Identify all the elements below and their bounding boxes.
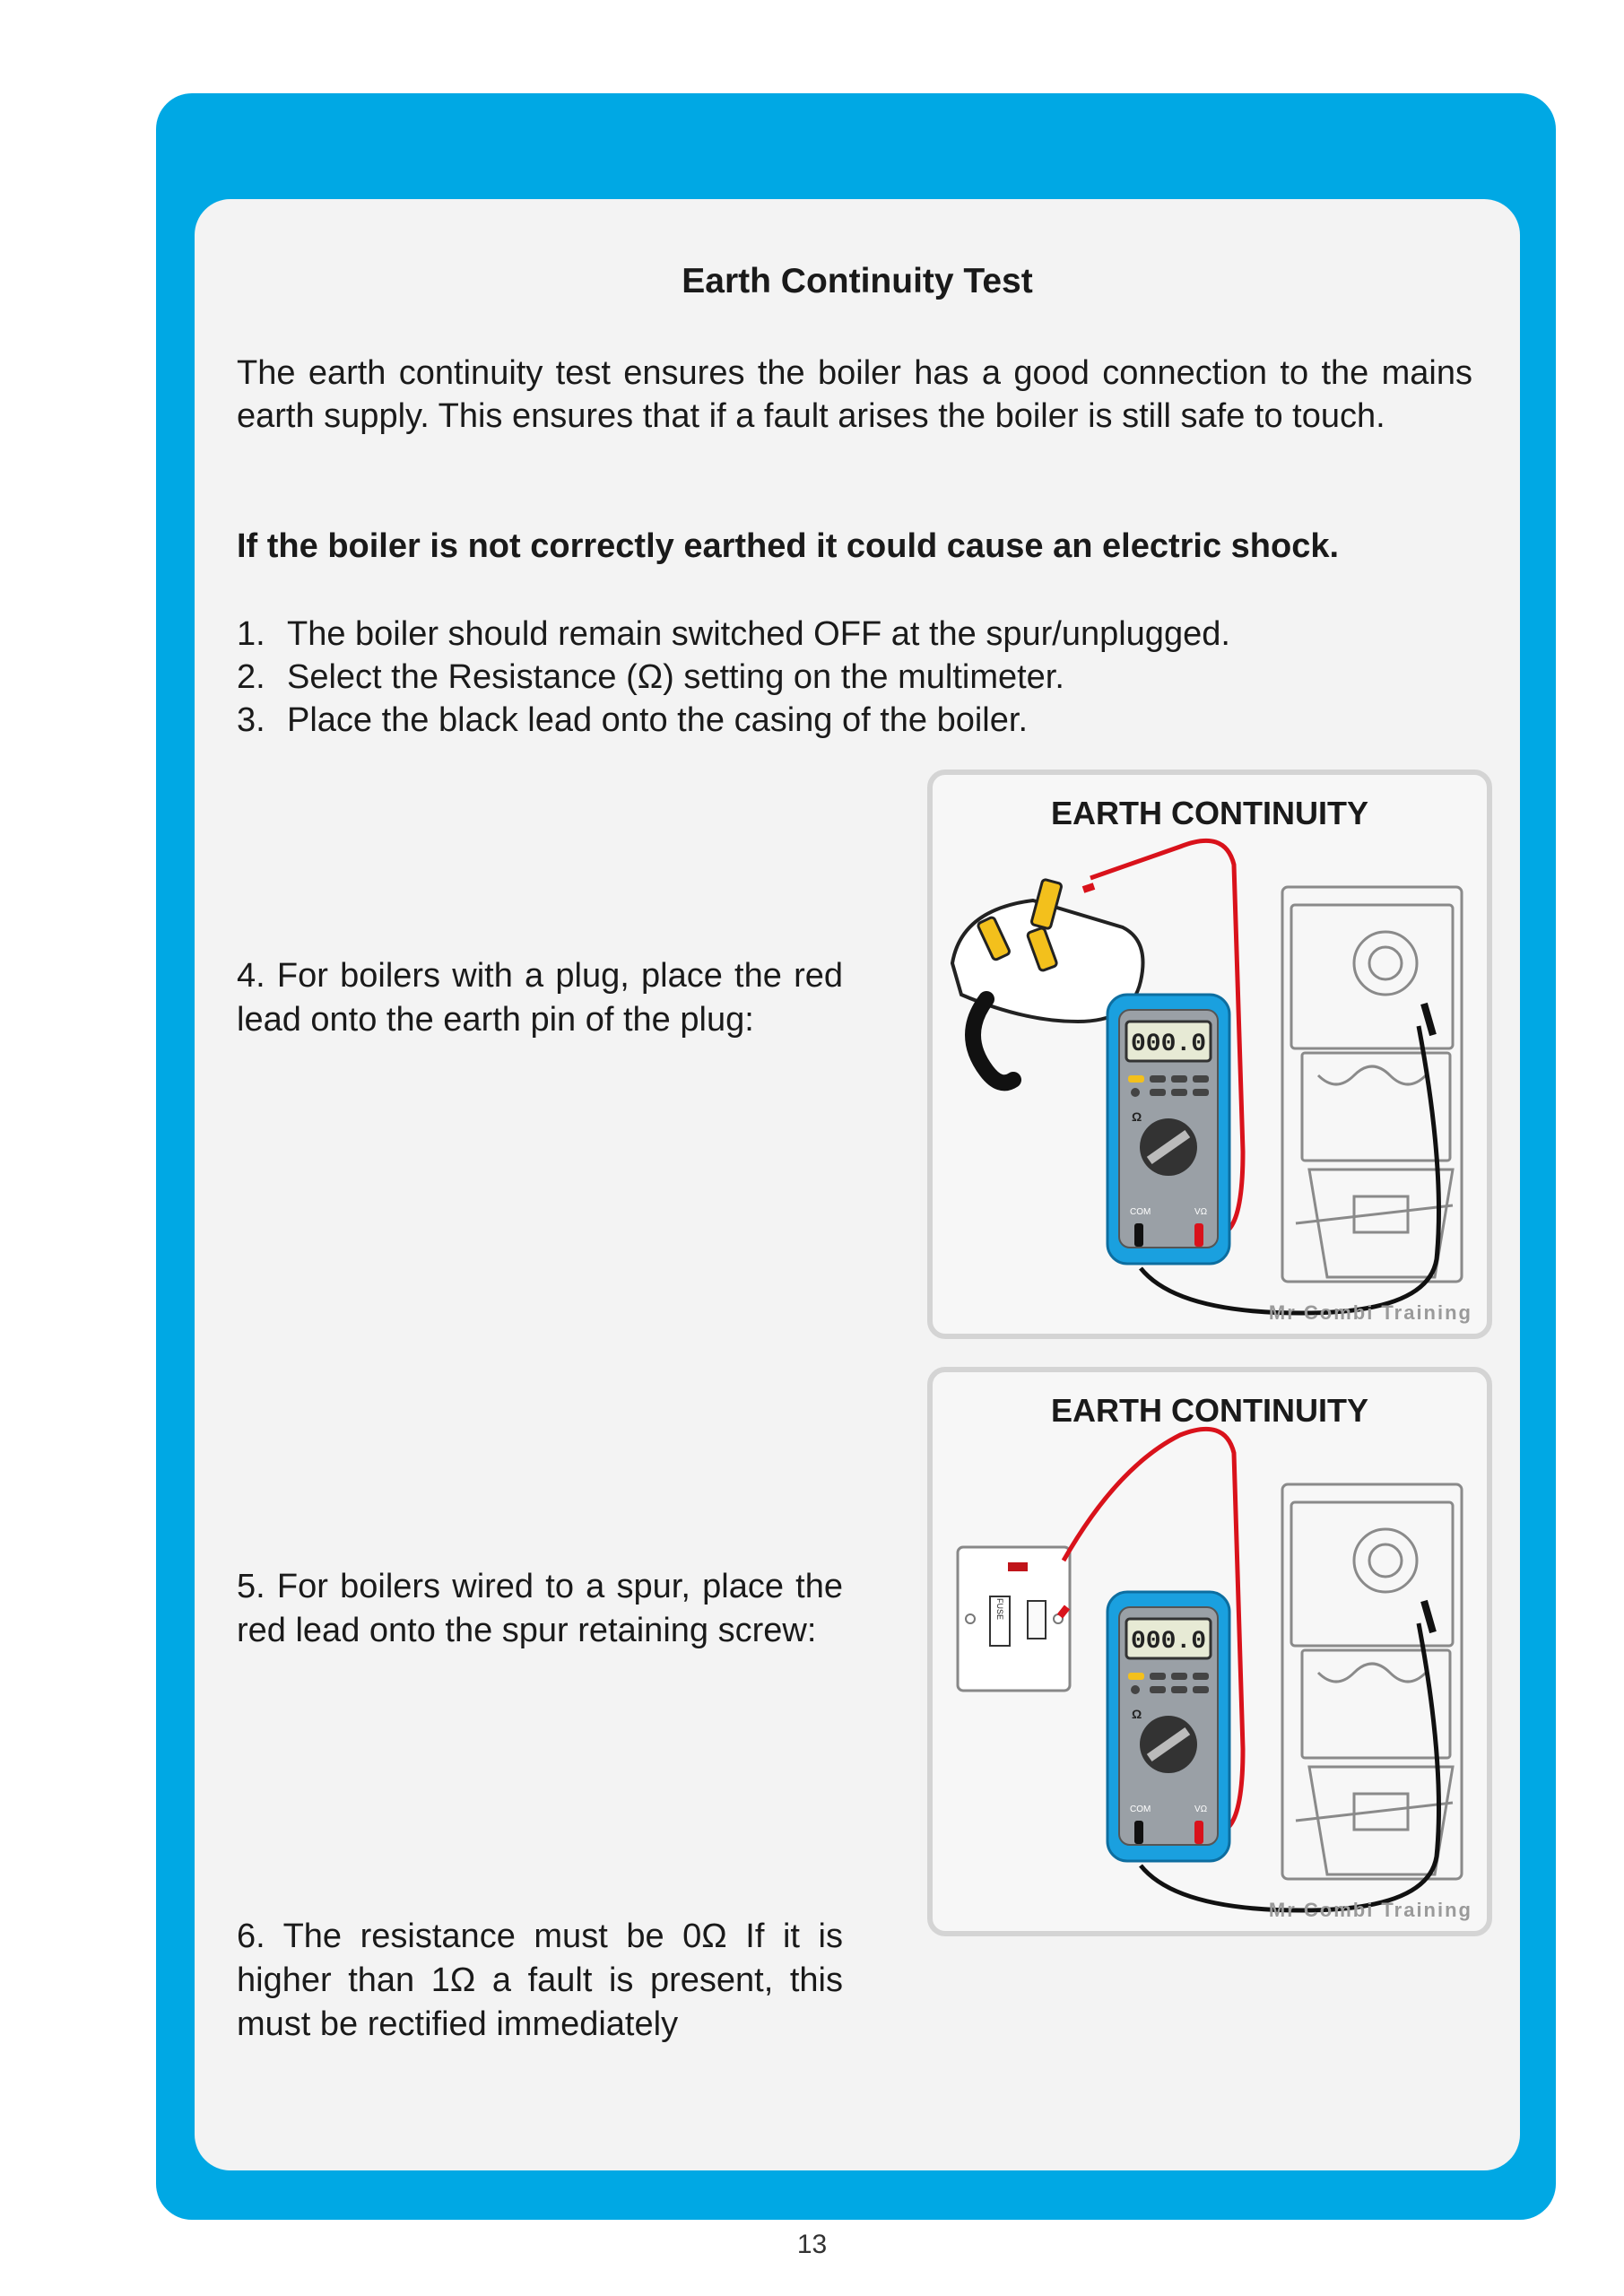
- boiler-icon: [1282, 1484, 1462, 1879]
- plug-test-illustration: [933, 775, 1487, 1334]
- list-item: [237, 613, 1230, 656]
- svg-text:COM: COM: [1130, 1207, 1151, 1217]
- step-text: Select the Resistance (Ω) setting on the multimeter.: [287, 658, 1064, 696]
- svg-text:Ω: Ω: [1132, 1109, 1142, 1124]
- step-text: Place the black lead onto the casing of the boiler.: [287, 701, 1028, 739]
- fuse-label: FUSE: [995, 1597, 1004, 1621]
- warning-paragraph: If the boiler is not correctly earthed it could cause an electric shock.: [237, 527, 1340, 565]
- fused-spur-icon: [958, 1547, 1070, 1691]
- spur-test-illustration: [933, 1372, 1487, 1931]
- step-number: 1.: [237, 615, 265, 653]
- intro-paragraph: The earth continuity test ensures the boiler has a good connection to the mains earth supply. This ensures that if a fault arises the boiler is still safe to touch.: [237, 354, 1472, 435]
- step-number: 3.: [237, 701, 265, 739]
- steps-list: [237, 613, 1230, 742]
- earth-continuity-spur-diagram: [927, 1367, 1492, 1936]
- diagram-title: EARTH CONTINUITY: [1051, 795, 1368, 831]
- earth-continuity-plug-diagram: [927, 770, 1492, 1339]
- diagram-title: EARTH CONTINUITY: [1051, 1392, 1368, 1429]
- multimeter-icon: [1107, 995, 1229, 1264]
- svg-text:VΩ: VΩ: [1194, 1805, 1208, 1814]
- svg-text:VΩ: VΩ: [1194, 1207, 1208, 1217]
- step-4-text: 4. For boilers with a plug, place the red lead onto the earth pin of the plug:: [237, 957, 843, 1039]
- step-text: The boiler should remain switched OFF at the spur/unplugged.: [287, 615, 1230, 653]
- diagram-credit: Mr Combi Training: [1268, 1301, 1472, 1324]
- meter-display: 000.0: [1130, 1628, 1207, 1656]
- multimeter-icon: [1107, 1592, 1229, 1861]
- meter-display: 000.0: [1130, 1031, 1207, 1058]
- svg-text:COM: COM: [1130, 1805, 1151, 1814]
- svg-text:Ω: Ω: [1132, 1707, 1142, 1721]
- list-item: [237, 656, 1230, 699]
- step-6-text: 6. The resistance must be 0Ω If it is higher than 1Ω a fault is present, this must be rectified immediately: [237, 1918, 843, 2043]
- step-number: 2.: [237, 658, 265, 696]
- page-number: 13: [796, 2230, 828, 2259]
- step-5-text: 5. For boilers wired to a spur, place the red lead onto the spur retaining screw:: [237, 1568, 843, 1649]
- page-title: Earth Continuity Test: [682, 262, 1033, 300]
- list-item: [237, 699, 1230, 742]
- boiler-icon: [1282, 887, 1462, 1282]
- diagram-credit: Mr Combi Training: [1268, 1899, 1472, 1921]
